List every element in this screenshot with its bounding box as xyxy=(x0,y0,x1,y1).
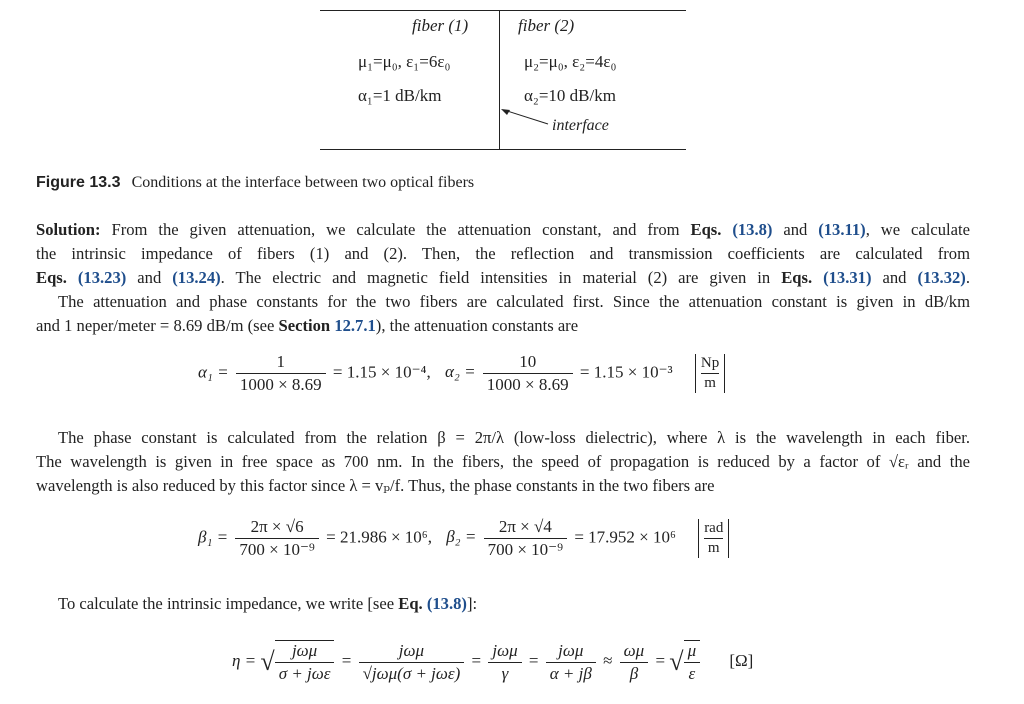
sqrt-icon: √ xyxy=(669,647,684,676)
denominator: 1000 × 8.69 xyxy=(483,373,573,395)
unit-bottom: m xyxy=(707,540,720,556)
text-run: and xyxy=(126,268,173,287)
numerator: jωμ xyxy=(492,640,518,660)
fraction xyxy=(483,352,573,395)
denominator: β xyxy=(620,662,649,684)
unit-bottom: m xyxy=(704,375,716,391)
equals: = xyxy=(528,650,539,670)
section-label: Section xyxy=(278,316,331,335)
fraction xyxy=(620,641,649,684)
caption-text: Conditions at the interface between two optical fibers xyxy=(131,174,475,191)
text-run: , we calculate xyxy=(865,220,970,239)
unit-top: Np xyxy=(701,354,719,374)
denominator: ε xyxy=(684,662,701,684)
numerator: μ xyxy=(687,641,697,660)
equals: = xyxy=(655,650,666,670)
numerator: jωμ xyxy=(398,640,425,660)
beta1-lhs: β₁ = xyxy=(198,527,229,547)
alpha2-value: = 1.15 × 10⁻³ xyxy=(579,362,673,382)
ref-eq-13-32[interactable]: (13.32) xyxy=(917,268,966,287)
solution-lead: Solution: xyxy=(36,220,101,239)
unit-bracket xyxy=(698,519,729,558)
impedance-line xyxy=(36,592,970,616)
unit-ohm: [Ω] xyxy=(729,650,754,670)
solution-line-3 xyxy=(36,266,970,290)
phase-line-2: The wavelength is given in free space as 700 nm. In the fibers, the speed of propagation is reduced by a factor of √εᵣ and the xyxy=(36,452,970,471)
alpha1-value: = 1.15 × 10⁻⁴, xyxy=(332,362,431,382)
unit-top: rad xyxy=(704,519,723,539)
solution-line-1 xyxy=(36,218,970,242)
interface-arrow-icon xyxy=(496,106,556,132)
solution-line-2: the intrinsic impedance of fibers (1) and (2). Then, the reflection and transmission coefficients are calculated from xyxy=(36,244,970,263)
beta2-lhs: β₂ = xyxy=(446,527,477,547)
interface-label: interface xyxy=(552,117,609,134)
beta2-value: = 17.952 × 10⁶ xyxy=(574,527,676,547)
denominator: γ xyxy=(488,662,521,684)
text-run: ]: xyxy=(466,594,478,613)
fiber2-attenuation: α₂=10 dB/km xyxy=(524,86,616,105)
fiber2-header: fiber (2) xyxy=(518,16,575,35)
denominator: σ + jωε xyxy=(275,662,335,684)
figure-top-rule xyxy=(320,10,686,11)
figure-bottom-rule xyxy=(320,149,686,150)
fraction xyxy=(236,352,326,395)
equation-phase xyxy=(198,517,729,560)
ref-eq-13-8[interactable]: (13.8) xyxy=(426,594,467,613)
solution-line-5 xyxy=(36,314,970,338)
eqs-label: Eqs. xyxy=(36,268,67,287)
ref-eq-13-8[interactable]: (13.8) xyxy=(732,220,773,239)
denominator: 700 × 10⁻⁹ xyxy=(235,538,319,560)
text-run: To calculate the intrinsic impedance, we write [see xyxy=(58,594,399,613)
numerator: 10 xyxy=(519,352,537,371)
fraction xyxy=(484,517,568,560)
equation-attenuation xyxy=(198,352,725,395)
fraction xyxy=(359,641,465,684)
figure-13-3 xyxy=(320,10,686,152)
fiber1-header: fiber (1) xyxy=(412,16,469,35)
text-run: . The electric and magnetic field intensities in material (2) are given in xyxy=(220,268,782,287)
text-run: From the given attenuation, we calculate the attenuation constant, and from xyxy=(100,220,691,239)
alpha1-lhs: α₁ = xyxy=(198,362,229,382)
denominator: 1000 × 8.69 xyxy=(236,373,326,395)
beta1-value: = 21.986 × 10⁶, xyxy=(326,527,432,547)
fiber1-attenuation: α₁=1 dB/km xyxy=(358,86,442,105)
ref-eq-13-23[interactable]: (13.23) xyxy=(77,268,127,287)
eqs-label: Eqs. xyxy=(781,268,813,287)
text-run: and xyxy=(772,220,819,239)
ref-eq-13-11[interactable]: (13.11) xyxy=(818,220,866,239)
numerator: jωμ xyxy=(291,641,318,660)
numerator: ωμ xyxy=(623,640,645,660)
fraction xyxy=(488,641,521,684)
alpha2-lhs: α₂ = xyxy=(444,362,476,382)
fraction xyxy=(235,517,319,560)
sqrt-icon: √ xyxy=(260,647,275,676)
text-run: . xyxy=(965,268,970,287)
text-run: and xyxy=(871,268,918,287)
eta-lhs: η = xyxy=(232,650,257,670)
numerator: 2π × √6 xyxy=(250,517,304,536)
ref-section-12-7-1[interactable]: 12.7.1 xyxy=(334,316,376,335)
equals: = xyxy=(471,650,482,670)
text-run: ), the attenuation constants are xyxy=(375,316,579,335)
denominator: α + jβ xyxy=(546,662,596,684)
fraction xyxy=(546,641,596,684)
denominator: √jωμ(σ + jωε) xyxy=(359,662,465,684)
approx: ≈ xyxy=(603,650,613,670)
eq-label: Eq. xyxy=(398,594,423,613)
fiber2-permittivity: μ₂=μ₀, ε₂=4ε₀ xyxy=(524,52,617,71)
fraction xyxy=(275,640,335,684)
fiber1-permittivity: μ₁=μ₀, ε₁=6ε₀ xyxy=(358,52,451,71)
text-run: and 1 neper/meter = 8.69 dB/m (see xyxy=(36,316,279,335)
numerator: 2π × √4 xyxy=(498,517,552,536)
denominator: 700 × 10⁻⁹ xyxy=(484,538,568,560)
fraction xyxy=(684,640,701,684)
eqs-label: Eqs. xyxy=(690,220,722,239)
phase-line-1: The phase constant is calculated from the relation β = 2π/λ (low-loss dielectric), where λ is the wavelength in each fiber. xyxy=(58,428,970,447)
solution-paragraph xyxy=(36,218,970,338)
phase-paragraph xyxy=(36,426,970,498)
ref-eq-13-31[interactable]: (13.31) xyxy=(823,268,872,287)
equals: = xyxy=(341,650,352,670)
ref-eq-13-24[interactable]: (13.24) xyxy=(172,268,221,287)
unit-bracket xyxy=(695,354,725,393)
equation-impedance xyxy=(232,640,753,684)
figure-caption xyxy=(36,172,474,192)
impedance-paragraph xyxy=(36,592,970,616)
numerator: 1 xyxy=(276,352,285,371)
caption-label: Figure 13.3 xyxy=(36,174,121,191)
phase-line-3: wavelength is also reduced by this factor since λ = vₚ/f. Thus, the phase constants in the two fibers are xyxy=(36,476,715,495)
numerator: jωμ xyxy=(558,640,584,660)
solution-line-4: The attenuation and phase constants for the two fibers are calculated first. Since the attenuation constant is given in dB/km xyxy=(58,292,970,311)
